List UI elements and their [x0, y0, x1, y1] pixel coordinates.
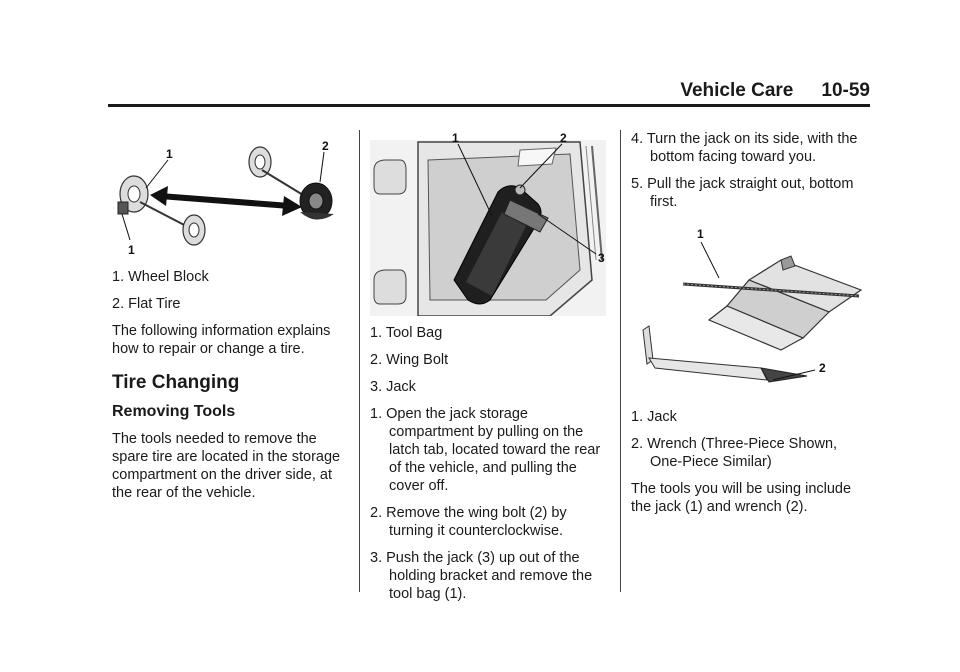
callout-2: 2 [560, 131, 567, 145]
page-header [108, 78, 870, 102]
legend-item: 1. Wheel Block [112, 269, 209, 285]
callout-1: 1 [166, 147, 173, 161]
legend-item: 1. Jack [631, 409, 677, 425]
callout-2: 2 [322, 139, 329, 153]
legend-item: 1. Tool Bag [370, 325, 443, 341]
jack-and-wrench-illustration [631, 220, 871, 400]
page-number: 10-59 [821, 80, 870, 101]
legend-item: 3. Jack [370, 379, 416, 395]
jack-storage-illustration [370, 130, 606, 316]
column-divider [620, 130, 621, 592]
legend-item: 2. Flat Tire [112, 296, 181, 312]
legend-item: 2. Wrench (Three-Piece Shown, One-Piece Similar) [631, 436, 838, 470]
intro-paragraph: The following information explains how to repair or change a tire. [112, 323, 331, 357]
column-left [112, 130, 348, 511]
column-divider [359, 130, 360, 592]
step-item: 2. Remove the wing bolt (2) by turning it counterclockwise. [370, 505, 567, 539]
header-rule [108, 104, 870, 107]
column-middle [370, 130, 610, 612]
subsection-heading: Removing Tools [112, 403, 236, 420]
column-right [631, 130, 871, 525]
section-heading: Tire Changing [112, 372, 240, 393]
callout-3: 3 [598, 251, 605, 265]
step-item: 1. Open the jack storage compartment by pulling on the latch tab, located toward the rear of the vehicle, and pulling the cover off. [370, 406, 601, 494]
step-item: 5. Pull the jack straight out, bottom first. [631, 176, 854, 210]
body-paragraph: The tools needed to remove the spare tire are located in the storage compartment on the driver side, at the rear of the vehicle. [112, 431, 341, 501]
callout-1: 1 [452, 131, 459, 145]
closing-paragraph: The tools you will be using include the jack (1) and wrench (2). [631, 481, 852, 515]
section-title: Vehicle Care [680, 80, 794, 101]
callout-2: 2 [819, 361, 826, 375]
step-item: 3. Push the jack (3) up out of the holding bracket and remove the tool bag (1). [370, 550, 593, 602]
wheel-block-illustration [112, 130, 348, 260]
callout-1: 1 [697, 227, 704, 241]
legend-item: 2. Wing Bolt [370, 352, 449, 368]
step-item: 4. Turn the jack on its side, with the bottom facing toward you. [631, 131, 858, 165]
callout-1: 1 [128, 243, 135, 257]
